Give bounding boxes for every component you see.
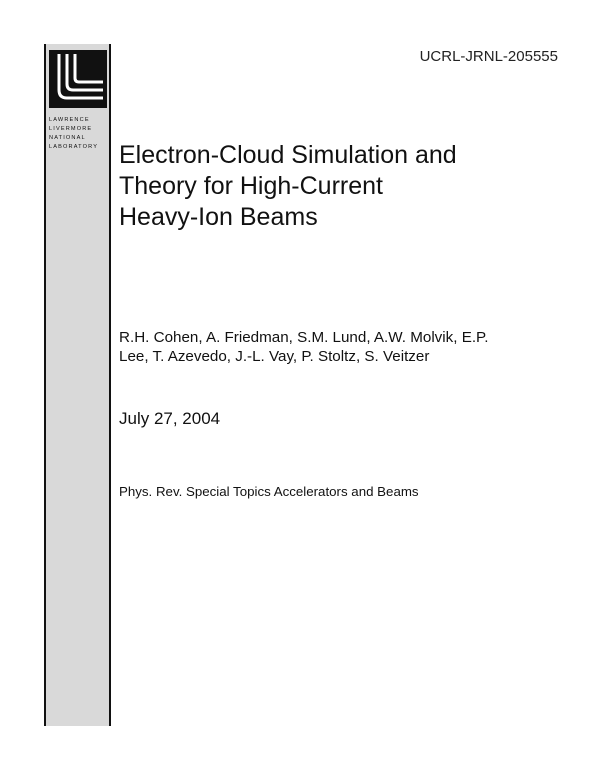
publication-date: July 27, 2004 — [119, 409, 221, 428]
journal-name: Phys. Rev. Special Topics Accelerators and Beams — [119, 484, 419, 499]
lab-name-line: NATIONAL — [49, 135, 86, 141]
lab-name-line: LABORATORY — [49, 144, 99, 150]
lab-name-line: LIVERMORE — [49, 126, 93, 132]
report-number: UCRL-JRNL-205555 — [419, 48, 558, 65]
title-line: Electron-Cloud Simulation and — [119, 141, 457, 169]
author-line: Lee, T. Azevedo, J.-L. Vay, P. Stoltz, S. Veitzer — [119, 348, 430, 365]
author-line: R.H. Cohen, A. Friedman, S.M. Lund, A.W. Molvik, E.P. — [119, 329, 489, 346]
title-line: Theory for High-Current — [119, 172, 383, 200]
llnl-logo-icon — [49, 50, 107, 108]
lab-name-line: LAWRENCE — [49, 117, 90, 123]
document-title — [119, 140, 559, 233]
author-list — [119, 328, 569, 366]
lab-name — [49, 116, 107, 152]
title-line: Heavy-Ion Beams — [119, 203, 318, 231]
